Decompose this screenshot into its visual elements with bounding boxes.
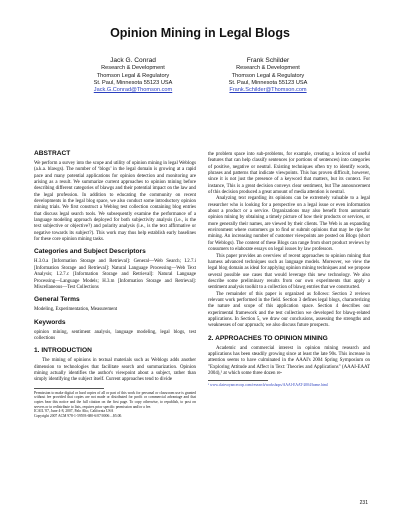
right-column: [208, 152, 370, 388]
body-paragraph: The remainder of this paper is organized as follows: Section 2 reviews relevant work performed in the field. Section 3 defines legal blogs, characterizing the nature and scope of this application space. Section 4 describes our experimental framework and the test collection we developed for blawg-related applications. In Section 5, we draw our conclusions, assessing the strengths and weaknesses of our approach; we also discuss future prospects.: [208, 291, 370, 329]
categories-heading: Categories and Subject Descriptors: [34, 248, 146, 256]
keywords-heading: Keywords: [34, 318, 66, 326]
author-address: St. Paul, Minnesota 55123 USA: [228, 80, 308, 86]
body-paragraph: the problem space into sub-problems, for example, creating a lexicon of useful features that can help classify sentences (or portions of sentences) into categories of positive, negative or neutral. Existing techniques often try to identify words, phrases and patterns that indicate viewpoints. This has proven difficult, however, since it is not just the presence of a keyword that matters, but its context. For instance, This is a great decision conveys clear sentiment, but The announcement of this decision produced a great amount of media attention is neutral.: [208, 152, 370, 196]
left-column: [34, 150, 196, 419]
author-address: St. Paul, Minnesota 55123 USA: [93, 80, 173, 86]
copyright-text: Copyright 2007 ACM 978-1-59593-680-6/07/0006 ...$5.00.: [34, 414, 123, 419]
body-paragraph: This paper provides an overview of recent approaches to opinion mining that harness advanced techniques such as language models. Moreover, we view the legal blog domain as ideal for applying opinion mining techniques and we propose several possible use cases that would leverage this new technology. We also describe some preliminary results from our own experiments that apply a sentiment analysis toolkit to a collection of blawg entries that we constructed.: [208, 253, 370, 291]
author-block-2: [193, 57, 343, 95]
paper-title: Opinion Mining in Legal Blogs: [110, 26, 290, 40]
author-org: Thomson Legal & Regulatory: [96, 72, 170, 79]
permission-notice: [34, 391, 196, 419]
author-email-link[interactable]: Jack.G.Conrad@Thomson.com: [93, 87, 173, 94]
categories-text: H.3.0.a [Information Storage and Retrieval]: General—Web Search; I.2.7.i [Information Storage and Retrieval]: Natural Language Processing—Web Text Analysis; I.2.7.c [Information Storage and Retrieval]: Natural Language Processing—Language Models; H.3.m [Information Storage and Retrieval]: Miscellaneous—Test Collections: [34, 259, 196, 290]
footnote-link[interactable]: ¹ www.clairvoyancecorp.com/research/workshops/AAAI-EAAT-2004/home.html: [208, 383, 328, 388]
author-name: Frank Schilder: [246, 57, 290, 64]
general-terms-heading: General Terms: [34, 296, 80, 304]
body-paragraph: Academic and commercial interest in opinion mining research and applications has been steadily growing since at least the late 90s. This increase in attention seems to have culminated in the AAAI's 2004 Spring Symposium on "Exploring Attitude and Affect in Text: Theories and Applications" (AAAI-EAAT 2004),¹ at which some three dozen re-: [208, 345, 370, 376]
general-terms-text: Modeling, Experimentation, Measurement: [34, 307, 118, 313]
author-block-1: [58, 57, 208, 95]
permission-text: Permission to make digital or hard copies of all or part of this work for personal or classroom use is granted without fee provided that copies are not made or distributed for profit or commercial advantage and that copies bear this notice and the full citation on the first page. To copy otherwise, to republish, to post on servers or to redistribute to lists, requires prior specific permission and/or a fee.: [34, 390, 196, 409]
abstract-heading: ABSTRACT: [34, 150, 71, 157]
permission-divider: [34, 388, 104, 389]
venue-text: ICAIL '07, June 4-8, 2007, Palo Alto, California USA: [34, 409, 114, 414]
author-dept: Research & Development: [236, 65, 300, 72]
abstract-text: We perform a survey into the scope and utility of opinion mining in legal Weblogs (a.k.a. blawgs). The number of ‘blogs’ in the legal domain is growing at a rapid pace and many potential applications for opinion detection and monitoring are arising as a result. We summarize current approaches to opinion mining before describing different categories of blawgs and their potential impact on the law and the legal profession. In addition to educating the community on recent developments in the legal blog space, we also conduct some introductory opinion mining trials. We first construct a Weblog test collection containing blog entries that discuss legal search tools. We subsequently examine the performance of a language modeling approach deployed for both subjectivity analysis (i.e., is the text subjective or objective?) and polarity analysis (i.e., is the text affirmative or negative towards its subject?). This work may thus help establish early baselines for these core opinion mining tasks.: [34, 161, 196, 243]
footnote: [208, 380, 370, 388]
keywords-text: opinion mining, sentiment analysis, language modeling, legal blogs, test collections: [34, 329, 196, 341]
introduction-text: The mining of opinions in textual materials such as Weblogs adds another dimension to technologies that facilitate search and summarization. Opinion mining actually identifies the author's viewpoint about a subject, rather than simply identifying the subject itself. Current approaches tend to divide: [34, 358, 196, 383]
body-paragraph: Analyzing text regarding its opinions can be extremely valuable to a legal researcher who is looking for a perspective on a legal issue or even information about a product or a service. Organizations may also benefit from automatic opinion mining by obtaining a timely picture of how their products or services, or more generally their names, are viewed by their clients. The Web is an expanding environment where customers go to find or submit opinions that may be ripe for mining. An increasing number of customer viewpoints are posted on Blogs (short for Weblogs). The content of these Blogs can range from short product reviews by consumers to elaborate essays on legal issues by law professors.: [208, 196, 370, 253]
author-email-link[interactable]: Frank.Schilder@Thomson.com: [229, 87, 307, 94]
approaches-heading: 2. APPROACHES TO OPINION MINING: [208, 334, 328, 342]
footnote-divider: [208, 380, 268, 381]
introduction-heading: 1. INTRODUCTION: [34, 347, 92, 355]
author-org: Thomson Legal & Regulatory: [231, 72, 305, 79]
author-name: Jack G. Conrad: [110, 57, 156, 64]
page-number: 231: [359, 500, 368, 506]
author-dept: Research & Development: [101, 65, 165, 72]
